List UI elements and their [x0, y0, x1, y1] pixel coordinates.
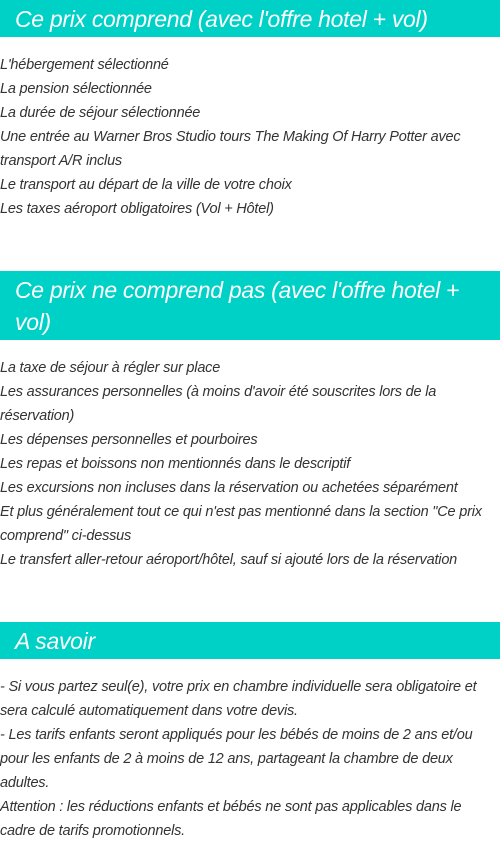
list-item: Les repas et boissons non mentionnés dans le descriptif — [0, 456, 351, 472]
list-item: - Les tarifs enfants seront appliqués pour les bébés de moins de 2 ans et/ou pour les enfants de 2 à moins de 12 ans, partageant la chambre de deux adultes. — [0, 727, 473, 791]
list-item: La taxe de séjour à régler sur place — [0, 360, 221, 376]
section-title-not-included: Ce prix ne comprend pas (avec l'offre hotel + vol) — [0, 271, 500, 340]
list-item: L'hébergement sélectionné — [0, 57, 169, 73]
list-item: Une entrée au Warner Bros Studio tours The Making Of Harry Potter avec transport A/R inclus — [0, 129, 461, 169]
list-item: - Si vous partez seul(e), votre prix en chambre individuelle sera obligatoire et sera calculé automatiquement dans votre devis. — [0, 679, 477, 719]
list-item: Le transfert aller-retour aéroport/hôtel, sauf si ajouté lors de la réservation — [0, 552, 458, 568]
section-title-included: Ce prix comprend (avec l'offre hotel + vol) — [0, 0, 500, 37]
list-item: Les taxes aéroport obligatoires (Vol + Hôtel) — [0, 201, 274, 217]
good-to-know-list — [0, 675, 500, 843]
included-list — [0, 53, 500, 221]
not-included-list — [0, 356, 500, 572]
list-item: Le transport au départ de la ville de votre choix — [0, 177, 292, 193]
list-item: La pension sélectionnée — [0, 81, 152, 97]
section-title-good-to-know: A savoir — [0, 622, 500, 659]
list-item: Les dépenses personnelles et pourboires — [0, 432, 258, 448]
list-item: Les excursions non incluses dans la réservation ou achetées séparément — [0, 480, 458, 496]
list-item: Les assurances personnelles (à moins d'avoir été souscrites lors de la réservation) — [0, 384, 437, 424]
list-item: La durée de séjour sélectionnée — [0, 105, 201, 121]
list-item: Attention : les réductions enfants et bébés ne sont pas applicables dans le cadre de tarifs promotionnels. — [0, 799, 462, 839]
list-item: Et plus généralement tout ce qui n'est pas mentionné dans la section "Ce prix comprend" ci-dessus — [0, 504, 482, 544]
